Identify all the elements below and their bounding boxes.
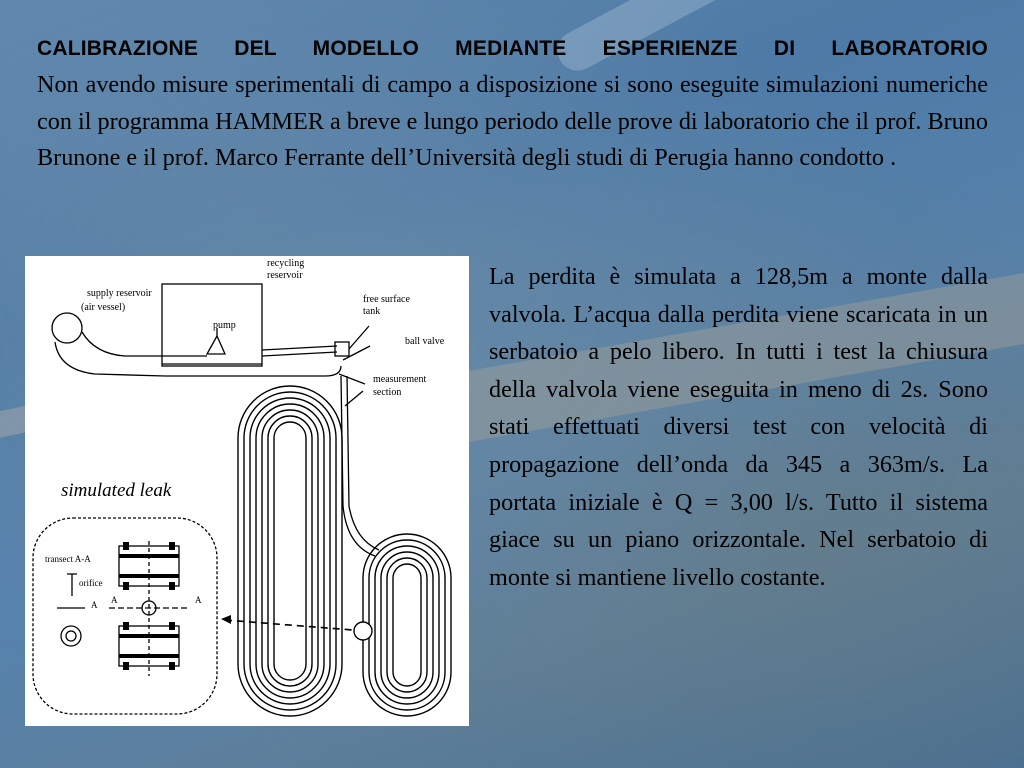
- label-free-surface: free surface: [363, 294, 410, 305]
- label-mark-a: A: [91, 600, 98, 610]
- label-measurement: measurement: [373, 374, 427, 385]
- label-recycling: recycling: [267, 258, 305, 269]
- label-orifice: orifice: [79, 578, 103, 588]
- label-supply-reservoir: supply reservoir: [87, 288, 152, 299]
- free-surface-tank-shape: [335, 342, 349, 356]
- label-mark-a: A: [195, 595, 202, 605]
- diagram-svg: [25, 256, 469, 726]
- label-pump: pump: [213, 320, 236, 331]
- lab-setup-diagram: [25, 256, 469, 726]
- pump-shape: [207, 336, 225, 354]
- label-reservoir: reservoir: [267, 270, 303, 281]
- supply-reservoir-shape: [52, 313, 82, 343]
- label-air-vessel: (air vessel): [81, 302, 126, 313]
- label-ball-valve: ball valve: [405, 336, 445, 347]
- slide-title: CALIBRAZIONE DEL MODELLO MEDIANTE ESPERIENZE DI LABORATORIO: [37, 37, 988, 60]
- pipe-coil-large: [238, 386, 342, 716]
- description-paragraph: La perdita è simulata a 128,5m a monte dalla valvola. L’acqua dalla perdita viene scaricata in un serbatoio a pelo libero. In tutti i test la chiusura della valvola viene eseguita in meno di 2s. Sono stati effettuati diversi test con velocità di propagazione dell’onda da 345 a 363m/s. La portata iniziale è Q = 3,00 l/s. Tutto il sistema giace su un piano orizzontale. Nel serbatoio di monte si mantiene livello costante.: [489, 263, 988, 591]
- label-mark-a: A: [111, 595, 118, 605]
- intro-paragraph: Non avendo misure sperimentali di campo a disposizione si sono eseguite simulazioni numeriche con il programma HAMMER a breve e lungo periodo delle prove di laboratorio che il prof. Bruno Brunone e il prof. Marco Ferrante dell’Università degli studi di Perugia hanno condotto .: [37, 71, 988, 171]
- pipe-coil-small: [363, 534, 451, 716]
- label-transect: transect A-A: [45, 554, 91, 564]
- label-tank: tank: [363, 306, 381, 317]
- label-simulated-leak: simulated leak: [61, 480, 172, 501]
- label-section: section: [373, 387, 402, 398]
- leak-location-marker: [354, 622, 372, 640]
